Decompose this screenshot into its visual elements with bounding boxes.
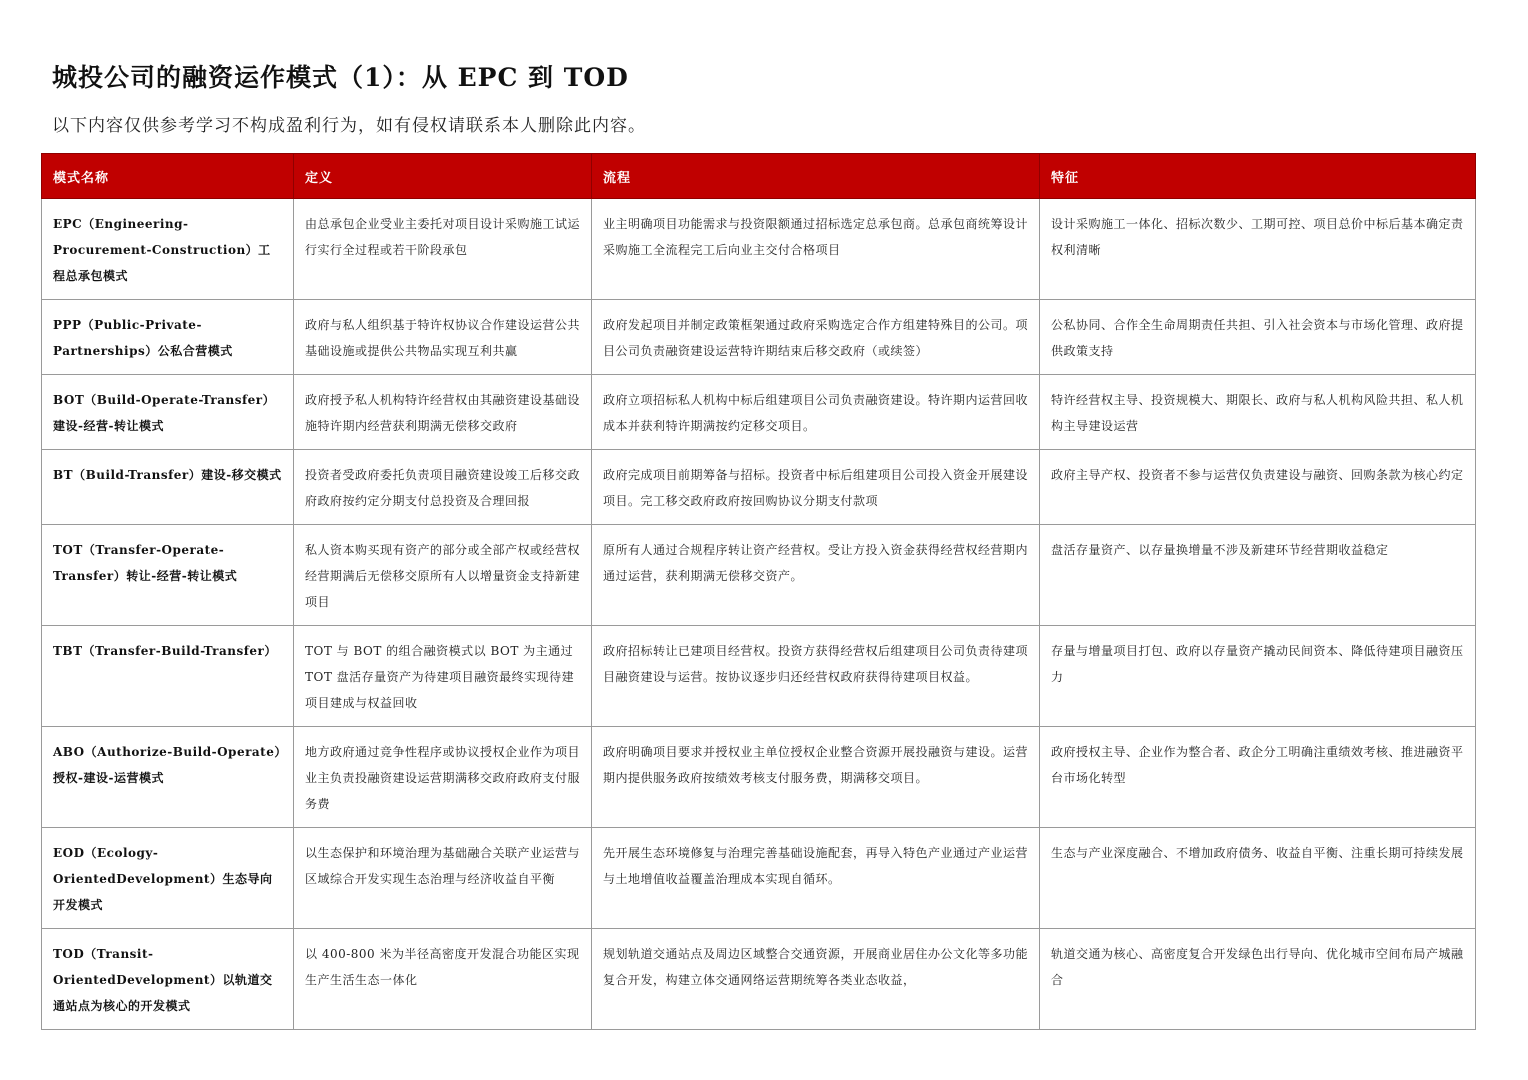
table-row xyxy=(42,626,1476,727)
definition-cell: 由总承包企业受业主委托对项目设计采购施工试运行实行全过程或若干阶段承包 xyxy=(294,199,592,300)
model-name-cell: BT（Build-Transfer）建设-移交模式 xyxy=(42,450,294,525)
definition-cell: 地方政府通过竞争性程序或协议授权企业作为项目业主负责投融资建设运营期满移交政府政府支付服务费 xyxy=(294,727,592,828)
financing-models-table xyxy=(41,153,1476,1030)
model-name-cell: EOD（Ecology-OrientedDevelopment）生态导向开发模式 xyxy=(42,828,294,929)
model-name-cell: TOD（Transit-OrientedDevelopment）以轨道交通站点为核心的开发模式 xyxy=(42,929,294,1030)
definition-cell: TOT 与 BOT 的组合融资模式以 BOT 为主通过 TOT 盘活存量资产为待建项目融资最终实现待建项目建成与权益回收 xyxy=(294,626,592,727)
features-cell: 政府主导产权、投资者不参与运营仅负责建设与融资、回购条款为核心约定 xyxy=(1040,450,1476,525)
model-name-cell: EPC（Engineering-Procurement-Construction）工程总承包模式 xyxy=(42,199,294,300)
table-row xyxy=(42,727,1476,828)
definition-cell: 政府与私人组织基于特许权协议合作建设运营公共基础设施或提供公共物品实现互利共赢 xyxy=(294,300,592,375)
model-name-cell: PPP（Public-Private-Partnerships）公私合营模式 xyxy=(42,300,294,375)
process-cell: 政府完成项目前期筹备与招标。投资者中标后组建项目公司投入资金开展建设项目。完工移交政府政府按回购协议分期支付款项 xyxy=(592,450,1040,525)
table-row xyxy=(42,525,1476,626)
features-cell: 生态与产业深度融合、不增加政府债务、收益自平衡、注重长期可持续发展 xyxy=(1040,828,1476,929)
header-features: 特征 xyxy=(1040,154,1476,199)
definition-cell: 投资者受政府委托负责项目融资建设竣工后移交政府政府按约定分期支付总投资及合理回报 xyxy=(294,450,592,525)
model-name-cell: TBT（Transfer-Build-Transfer） xyxy=(42,626,294,727)
features-cell: 公私协同、合作全生命周期责任共担、引入社会资本与市场化管理、政府提供政策支持 xyxy=(1040,300,1476,375)
features-cell: 政府授权主导、企业作为整合者、政企分工明确注重绩效考核、推进融资平台市场化转型 xyxy=(1040,727,1476,828)
process-cell: 政府明确项目要求并授权业主单位授权企业整合资源开展投融资与建设。运营期内提供服务政府按绩效考核支付服务费，期满移交项目。 xyxy=(592,727,1040,828)
model-name-cell: TOT（Transfer-Operate-Transfer）转让-经营-转让模式 xyxy=(42,525,294,626)
features-cell: 特许经营权主导、投资规模大、期限长、政府与私人机构风险共担、私人机构主导建设运营 xyxy=(1040,375,1476,450)
process-cell: 政府发起项目并制定政策框架通过政府采购选定合作方组建特殊目的公司。项目公司负责融资建设运营特许期结束后移交政府（或续签） xyxy=(592,300,1040,375)
table-row xyxy=(42,375,1476,450)
header-definition: 定义 xyxy=(294,154,592,199)
process-cell: 业主明确项目功能需求与投资限额通过招标选定总承包商。总承包商统筹设计采购施工全流程完工后向业主交付合格项目 xyxy=(592,199,1040,300)
table-header-row xyxy=(42,154,1476,199)
header-process: 流程 xyxy=(592,154,1040,199)
process-cell: 原所有人通过合规程序转让资产经营权。受让方投入资金获得经营权经营期内通过运营，获利期满无偿移交资产。 xyxy=(592,525,1040,626)
table-body xyxy=(42,199,1476,1030)
table-row xyxy=(42,300,1476,375)
table-row xyxy=(42,929,1476,1030)
table-header xyxy=(42,154,1476,199)
process-cell: 政府招标转让已建项目经营权。投资方获得经营权后组建项目公司负责待建项目融资建设与运营。按协议逐步归还经营权政府获得待建项目权益。 xyxy=(592,626,1040,727)
process-cell: 规划轨道交通站点及周边区域整合交通资源，开展商业居住办公文化等多功能复合开发，构建立体交通网络运营期统筹各类业态收益， xyxy=(592,929,1040,1030)
definition-cell: 以生态保护和环境治理为基础融合关联产业运营与区域综合开发实现生态治理与经济收益自平衡 xyxy=(294,828,592,929)
features-cell: 设计采购施工一体化、招标次数少、工期可控、项目总价中标后基本确定责权利清晰 xyxy=(1040,199,1476,300)
table-row xyxy=(42,199,1476,300)
definition-cell: 政府授予私人机构特许经营权由其融资建设基础设施特许期内经营获利期满无偿移交政府 xyxy=(294,375,592,450)
features-cell: 轨道交通为核心、高密度复合开发绿色出行导向、优化城市空间布局产城融合 xyxy=(1040,929,1476,1030)
model-name-cell: ABO（Authorize-Build-Operate）授权-建设-运营模式 xyxy=(42,727,294,828)
table-row xyxy=(42,828,1476,929)
table-row xyxy=(42,450,1476,525)
page-title: 城投公司的融资运作模式（1）：从 EPC 到 TOD xyxy=(52,63,629,92)
process-cell: 先开展生态环境修复与治理完善基础设施配套，再导入特色产业通过产业运营与土地增值收益覆盖治理成本实现自循环。 xyxy=(592,828,1040,929)
features-cell: 存量与增量项目打包、政府以存量资产撬动民间资本、降低待建项目融资压力 xyxy=(1040,626,1476,727)
process-cell: 政府立项招标私人机构中标后组建项目公司负责融资建设。特许期内运营回收成本并获利特许期满按约定移交项目。 xyxy=(592,375,1040,450)
model-name-cell: BOT（Build-Operate-Transfer）建设-经营-转让模式 xyxy=(42,375,294,450)
definition-cell: 私人资本购买现有资产的部分或全部产权或经营权经营期满后无偿移交原所有人以增量资金支持新建项目 xyxy=(294,525,592,626)
definition-cell: 以 400-800 米为半径高密度开发混合功能区实现生产生活生态一体化 xyxy=(294,929,592,1030)
features-cell: 盘活存量资产、以存量换增量不涉及新建环节经营期收益稳定 xyxy=(1040,525,1476,626)
page-subtitle: 以下内容仅供参考学习不构成盈利行为，如有侵权请联系本人删除此内容。 xyxy=(52,116,646,136)
header-model-name: 模式名称 xyxy=(42,154,294,199)
